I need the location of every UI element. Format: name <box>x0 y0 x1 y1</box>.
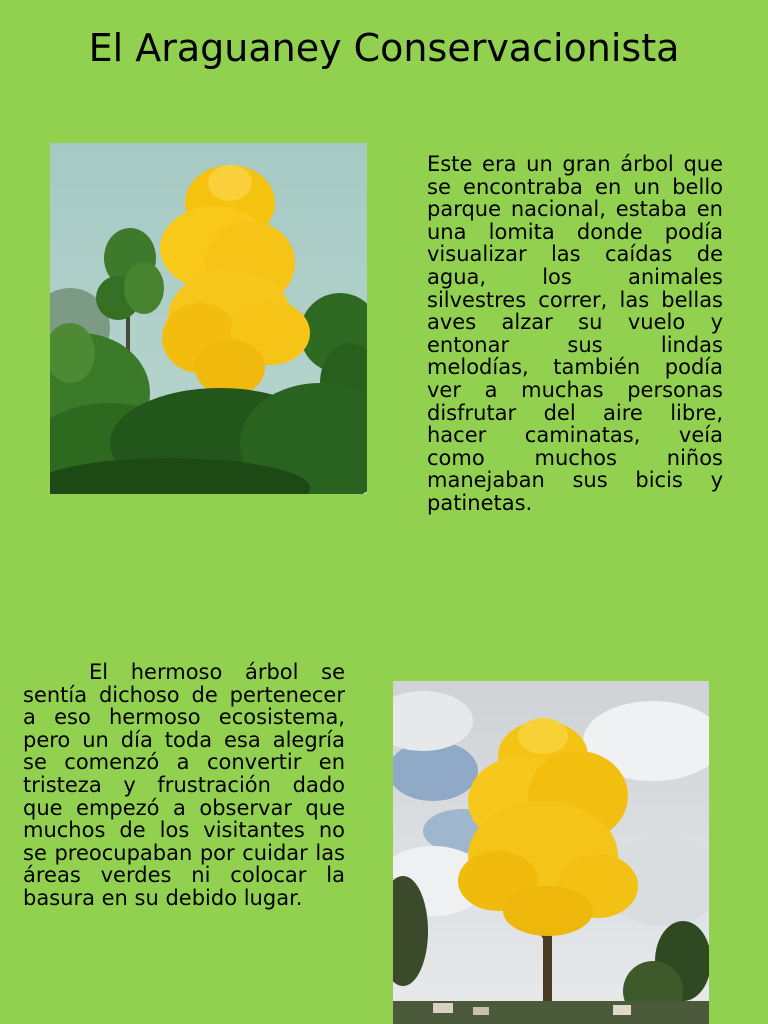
story-paragraph-1: Este era un gran árbol que se encontraba en un bello parque nacional, estaba en una lomita donde podía visualizar las caídas de agua, los animales silvestres correr, las bellas aves alzar su vuelo y entonar sus lindas melodías, también podía ver a muchas personas disfrutar del aire libre, hacer caminatas, veía como muchos niños manejaban sus bicis y patinetas. <box>427 152 723 515</box>
page-title: El Araguaney Conservacionista <box>88 26 680 70</box>
story-paragraph-2: El hermoso árbol se sentía dichoso de pertenecer a eso hermoso ecosistema, pero un día toda esa alegría se comenzó a convertir en tristeza y frustración dado que empezó a observar que muchos de los visitantes no se preocupaban por cuidar las áreas verdes ni colocar la basura en su debido lugar. <box>23 660 345 910</box>
araguaney-forest-photo <box>50 143 367 494</box>
araguaney-sky-photo <box>393 681 709 1024</box>
